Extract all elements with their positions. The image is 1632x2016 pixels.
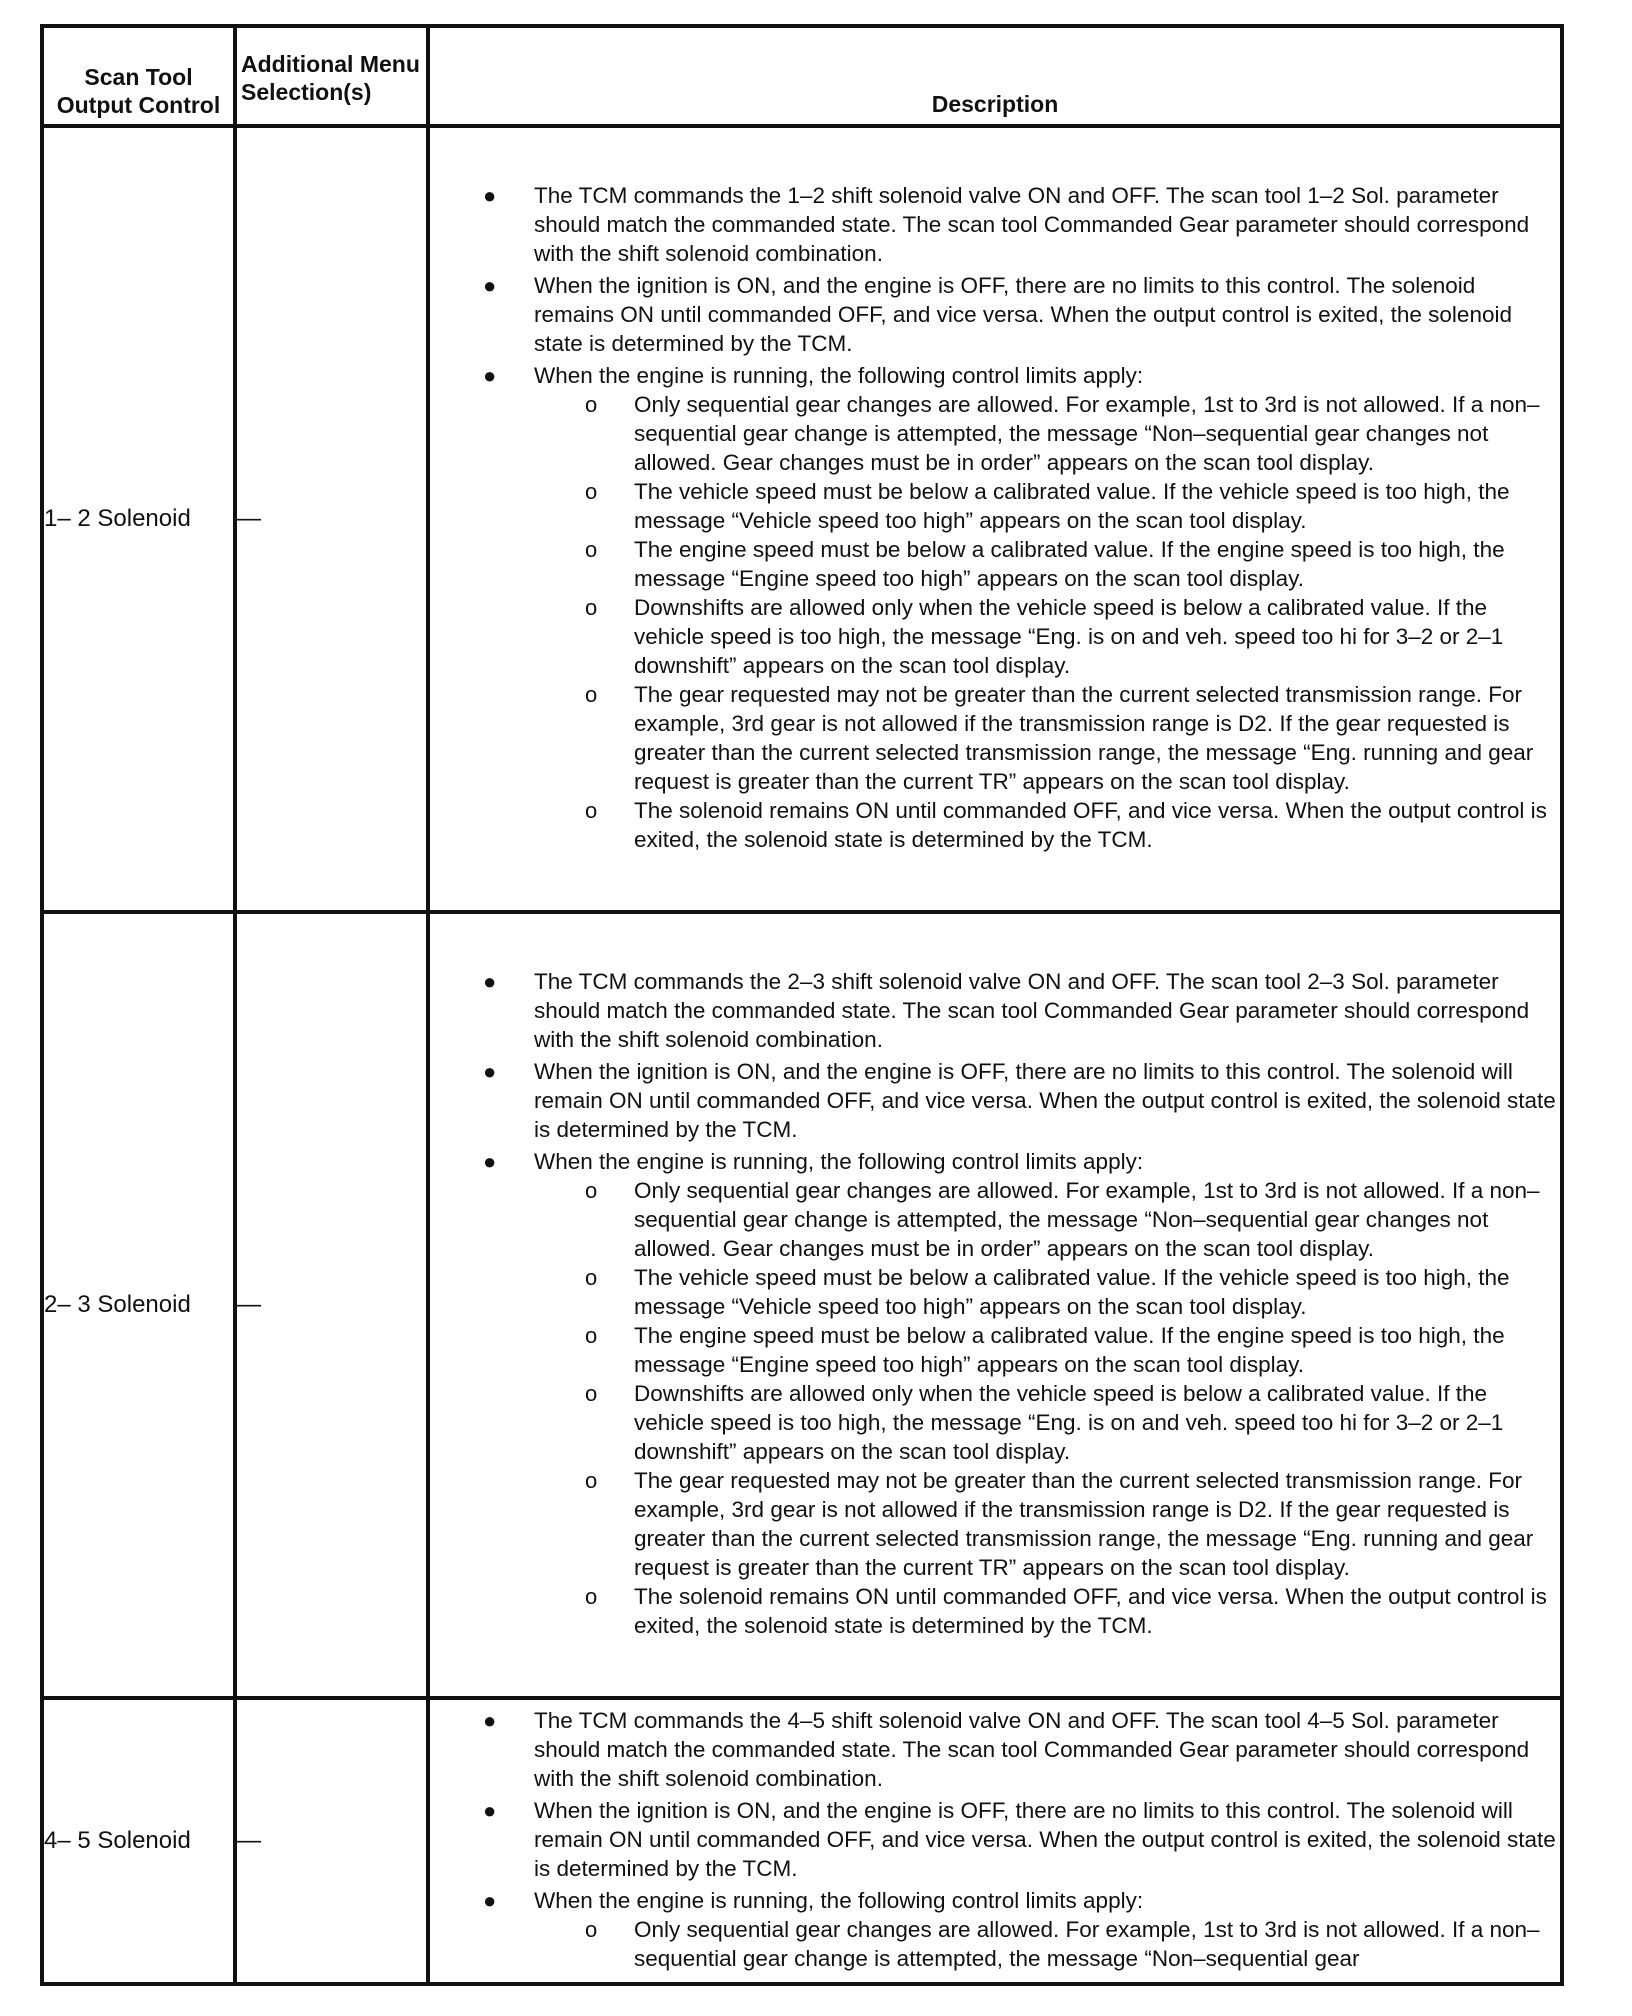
list-item: ● When the engine is running, the following control limits apply: o Only sequential gear changes are allowed. For example, 1st to 3rd is not allowed. If a non–sequential gear change is attempted, the message “Non–sequential gear changes not allowed. Gear changes must be in order” appears on the scan tool display. o The vehicle speed must be below a calibrated value. If the vehicle speed is too high, the message “Vehicle speed too high” appears on the scan tool display. o The engine speed must be below a calibrated value. If the engine speed is too high, the message “Engine speed too high” appears on the scan tool display. o Downshifts are allowed only when the vehicle speed is below a calibrated value. If the vehicle speed is too high, the message “Eng. is on and veh. speed too hi for 3–2 or 2–1 downshift” appears on the scan tool display. o The gear requested may not be greater than the current selected transmission range. For example, 3rd gear is not allowed if the transmission range is D2. If the gear requested is greater than the current selected transmission range, the message “Eng. running and gear request is greater than the current TR” appears on the scan tool display. o The solenoid remains ON until commanded OFF, and vice versa. When the output control is exited, the solenoid state is determined by the TCM. xyxy=(430,1147,1560,1640)
circle-bullet-icon: o xyxy=(585,1265,598,1290)
header-additional-menu-selections: Additional Menu Selection(s) xyxy=(235,26,428,126)
list-item: ● When the engine is running, the following control limits apply: o Only sequential gear changes are allowed. For example, 1st to 3rd is not allowed. If a non–sequential gear change is attempted, the message “Non–sequential gear changes not allowed. Gear changes must be in order” appears on the scan tool display. o The vehicle speed must be below a calibrated value. If the vehicle speed is too high, the message “Vehicle speed too high” appears on the scan tool display. o The engine speed must be below a calibrated value. If the engine speed is too high, the message “Engine speed too high” appears on the scan tool display. o Downshifts are allowed only when the vehicle speed is below a calibrated value. If the vehicle speed is too high, the message “Eng. is on and veh. speed too hi for 3–2 or 2–1 downshift” appears on the scan tool display. o The gear requested may not be greater than the current selected transmission range. For example, 3rd gear is not allowed if the transmission range is D2. If the gear requested is greater than the current selected transmission range, the message “Eng. running and gear request is greater than the current TR” appears on the scan tool display. o The solenoid remains ON until commanded OFF, and vice versa. When the output control is exited, the solenoid state is determined by the TCM. xyxy=(430,361,1560,854)
sub-list-item: o Downshifts are allowed only when the vehicle speed is below a calibrated value. If the vehicle speed is too high, the message “Eng. is on and veh. speed too hi for 3–2 or 2–1 downshift” appears on the scan tool display. xyxy=(585,1381,1504,1464)
bullet-icon: ● xyxy=(483,1798,497,1823)
sub-list-item: o Only sequential gear changes are allowed. For example, 1st to 3rd is not allowed. If a non–sequential gear change is attempted, the message “Non–sequential gear changes not allowed. Gear changes must be in order” appears on the scan tool display. xyxy=(585,1178,1540,1261)
list-item: ● The TCM commands the 1–2 shift solenoid valve ON and OFF. The scan tool 1–2 Sol. parameter should match the commanded state. The scan tool Commanded Gear parameter should correspond with the shift solenoid combination. xyxy=(483,183,1530,266)
sub-list-item: o Downshifts are allowed only when the vehicle speed is below a calibrated value. If the vehicle speed is too high, the message “Eng. is on and veh. speed too hi for 3–2 or 2–1 downshift” appears on the scan tool display. xyxy=(585,595,1504,678)
sub-list xyxy=(534,1915,1560,1973)
menu-selection: — xyxy=(235,126,428,912)
header-scan-tool-output-control: Scan Tool Output Control xyxy=(42,26,235,126)
description-cell xyxy=(428,912,1562,1698)
table-row xyxy=(42,126,1562,912)
table-row xyxy=(42,912,1562,1698)
description-list xyxy=(430,1706,1560,1973)
circle-bullet-icon: o xyxy=(585,392,598,417)
sub-list-item: o Only sequential gear changes are allowed. For example, 1st to 3rd is not allowed. If a non–sequential gear change is attempted, the message “Non–sequential gear xyxy=(585,1917,1540,1971)
sub-list-item: o The solenoid remains ON until commanded OFF, and vice versa. When the output control is exited, the solenoid state is determined by the TCM. xyxy=(585,1584,1547,1638)
circle-bullet-icon: o xyxy=(585,1381,598,1406)
sub-list-item: o The gear requested may not be greater than the current selected transmission range. For example, 3rd gear is not allowed if the transmission range is D2. If the gear requested is greater than the current selected transmission range, the message “Eng. running and gear request is greater than the current TR” appears on the scan tool display. xyxy=(585,1468,1534,1580)
bullet-icon: ● xyxy=(483,1149,497,1174)
sub-list-item: o The engine speed must be below a calibrated value. If the engine speed is too high, the message “Engine speed too high” appears on the scan tool display. xyxy=(585,1323,1505,1377)
circle-bullet-icon: o xyxy=(585,1468,598,1493)
bullet-icon: ● xyxy=(483,363,497,388)
description-list xyxy=(430,967,1560,1640)
list-item: ● The TCM commands the 2–3 shift solenoid valve ON and OFF. The scan tool 2–3 Sol. parameter should match the commanded state. The scan tool Commanded Gear parameter should correspond with the shift solenoid combination. xyxy=(483,969,1530,1052)
list-item: ● When the ignition is ON, and the engine is OFF, there are no limits to this control. The solenoid remains ON until commanded OFF, and vice versa. When the output control is exited, the solenoid state is determined by the TCM. xyxy=(483,273,1512,356)
description-cell xyxy=(428,1698,1562,1984)
control-name: 1– 2 Solenoid xyxy=(42,126,235,912)
sub-list-item: o The gear requested may not be greater than the current selected transmission range. For example, 3rd gear is not allowed if the transmission range is D2. If the gear requested is greater than the current selected transmission range, the message “Eng. running and gear request is greater than the current TR” appears on the scan tool display. xyxy=(585,682,1534,794)
header-description: Description xyxy=(428,26,1562,126)
bullet-icon: ● xyxy=(483,183,497,208)
sub-list-item: o The engine speed must be below a calibrated value. If the engine speed is too high, the message “Engine speed too high” appears on the scan tool display. xyxy=(585,537,1505,591)
output-control-table xyxy=(40,24,1564,1986)
circle-bullet-icon: o xyxy=(585,595,598,620)
table-header-row xyxy=(42,26,1562,126)
circle-bullet-icon: o xyxy=(585,1178,598,1203)
table-row xyxy=(42,1698,1562,1984)
bullet-icon: ● xyxy=(483,1059,497,1084)
description-cell xyxy=(428,126,1562,912)
sub-list-item: o The vehicle speed must be below a calibrated value. If the vehicle speed is too high, the message “Vehicle speed too high” appears on the scan tool display. xyxy=(585,1265,1510,1319)
circle-bullet-icon: o xyxy=(585,537,598,562)
sub-list xyxy=(534,390,1560,854)
list-item: ● The TCM commands the 4–5 shift solenoid valve ON and OFF. The scan tool 4–5 Sol. parameter should match the commanded state. The scan tool Commanded Gear parameter should correspond with the shift solenoid combination. xyxy=(483,1708,1530,1791)
circle-bullet-icon: o xyxy=(585,479,598,504)
control-name: 4– 5 Solenoid xyxy=(42,1698,235,1984)
bullet-icon: ● xyxy=(483,1888,497,1913)
control-name: 2– 3 Solenoid xyxy=(42,912,235,1698)
circle-bullet-icon: o xyxy=(585,1917,598,1942)
menu-selection: — xyxy=(235,912,428,1698)
list-item: ● When the engine is running, the following control limits apply: o Only sequential gear changes are allowed. For example, 1st to 3rd is not allowed. If a non–sequential gear change is attempted, the message “Non–sequential gear xyxy=(430,1886,1560,1973)
bullet-icon: ● xyxy=(483,1708,497,1733)
sub-list xyxy=(534,1176,1560,1640)
circle-bullet-icon: o xyxy=(585,682,598,707)
bullet-icon: ● xyxy=(483,273,497,298)
circle-bullet-icon: o xyxy=(585,1584,598,1609)
circle-bullet-icon: o xyxy=(585,1323,598,1348)
list-item: ● When the ignition is ON, and the engine is OFF, there are no limits to this control. The solenoid will remain ON until commanded OFF, and vice versa. When the output control is exited, the solenoid state is determined by the TCM. xyxy=(483,1798,1556,1881)
description-list xyxy=(430,181,1560,854)
sub-list-item: o Only sequential gear changes are allowed. For example, 1st to 3rd is not allowed. If a non–sequential gear change is attempted, the message “Non–sequential gear changes not allowed. Gear changes must be in order” appears on the scan tool display. xyxy=(585,392,1540,475)
circle-bullet-icon: o xyxy=(585,798,598,823)
list-item: ● When the ignition is ON, and the engine is OFF, there are no limits to this control. The solenoid will remain ON until commanded OFF, and vice versa. When the output control is exited, the solenoid state is determined by the TCM. xyxy=(483,1059,1556,1142)
menu-selection: — xyxy=(235,1698,428,1984)
sub-list-item: o The vehicle speed must be below a calibrated value. If the vehicle speed is too high, the message “Vehicle speed too high” appears on the scan tool display. xyxy=(585,479,1510,533)
bullet-icon: ● xyxy=(483,969,497,994)
sub-list-item: o The solenoid remains ON until commanded OFF, and vice versa. When the output control is exited, the solenoid state is determined by the TCM. xyxy=(585,798,1547,852)
